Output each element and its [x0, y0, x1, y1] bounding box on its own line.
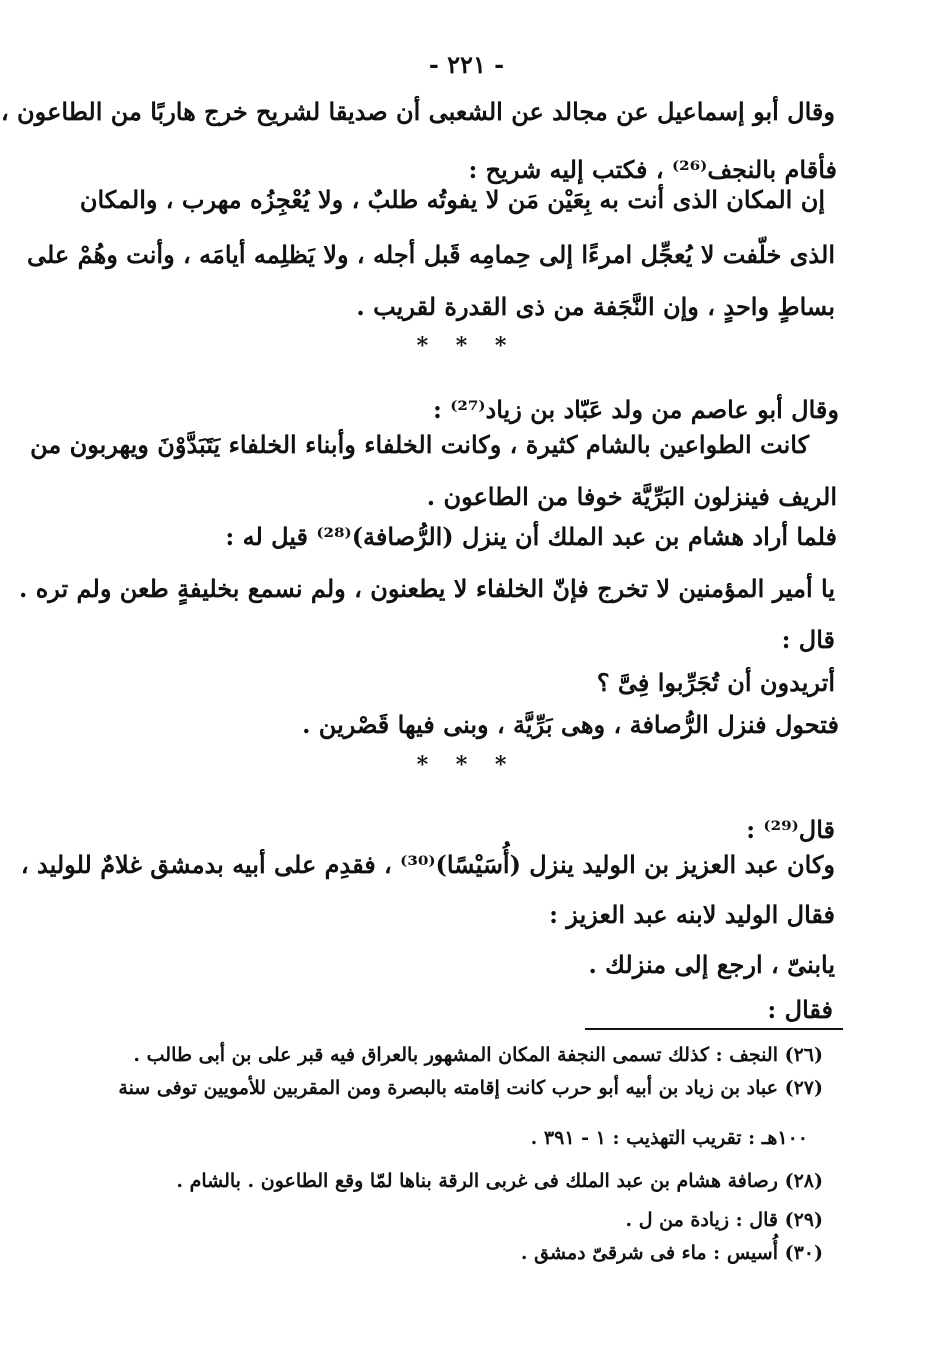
text-line: الريف فينزلون البَرِّيَّة خوفا من الطاعون . [426, 482, 837, 511]
text-line: قال⁽²⁹⁾ : [746, 815, 835, 844]
text-line: يابنىّ ، ارجع إلى منزلك . [588, 950, 835, 979]
footnote: (٢٨) رصافة هشام بن عبد الملك فى غربى الرقة بناها لمّا وقع الطاعون . بالشام . [176, 1170, 823, 1192]
text-line: فقال : [767, 995, 833, 1024]
text-line: قال : [781, 625, 835, 654]
text-line: وقال أبو إسماعيل عن مجالد عن الشعبى أن صديقا لشريح خرج هاربًا من الطاعون ، [0, 97, 835, 126]
footnote: (٣٠) أُسيس : ماء فى شرقىّ دمشق . [520, 1242, 823, 1264]
footnote: ١٠٠هـ : تقريب التهذيب : ١ - ٣٩١ . [530, 1127, 808, 1149]
footnote: (٢٧) عباد بن زياد بن أبيه أبو حرب كانت إقامته بالبصرة ومن المقربين للأمويين توفى سنة [118, 1077, 823, 1099]
footnote: (٢٦) النجف : كذلك تسمى النجفة المكان المشهور بالعراق فيه قبر على بن أبى طالب . [133, 1044, 823, 1066]
text-line: بساطٍ واحدٍ ، وإن النَّجَفة من ذى القدرة لقريب . [356, 292, 835, 321]
section-separator: * * * [416, 333, 517, 359]
text-line: وقال أبو عاصم من ولد عَبّاد بن زياد⁽²⁷⁾ : [433, 395, 839, 424]
text-line: أتريدون أن تُجَرِّبوا فِىَّ ؟ [596, 668, 835, 697]
section-separator: * * * [416, 752, 517, 778]
text-line: يا أمير المؤمنين لا تخرج فإنّ الخلفاء لا يطعنون ، ولم نسمع بخليفةٍ طعن ولم تره . [18, 574, 835, 603]
text-line: كانت الطواعين بالشام كثيرة ، وكانت الخلفاء وأبناء الخلفاء يَتَبَدَّوْنَ ويهربون من [30, 430, 809, 459]
text-line: فأقام بالنجف⁽²⁶⁾ ، فكتب إليه شريح : [468, 155, 837, 184]
footnote: (٢٩) قال : زيادة من ل . [625, 1209, 823, 1231]
text-line: إن المكان الذى أنت به بِعَيْن مَن لا يفوتُه طلبٌ ، ولا يُعْجِزُه مهرب ، والمكان [79, 185, 825, 214]
text-line: فقال الوليد لابنه عبد العزيز : [549, 900, 835, 929]
text-line: فلما أراد هشام بن عبد الملك أن ينزل (الرُّصافة)⁽²⁸⁾ قيل له : [225, 522, 837, 551]
page-number: - ٢٢١ - [428, 50, 505, 79]
text-line: فتحول فنزل الرُّصافة ، وهى بَرِّيَّة ، وبنى فيها قَصْرين . [302, 710, 839, 739]
text-line: وكان عبد العزيز بن الوليد ينزل (أُسَيْسًا)⁽³⁰⁾ ، فقدِم على أبيه بدمشق غلامٌ للوليد ، [20, 850, 835, 879]
footnote-rule [585, 1028, 843, 1030]
text-line: الذى خلّفت لا يُعجِّل امرءًا إلى حِمامِه قَبل أجله ، ولا يَظلِمه أيامَه ، وأنت وهُمْ على [26, 240, 835, 269]
